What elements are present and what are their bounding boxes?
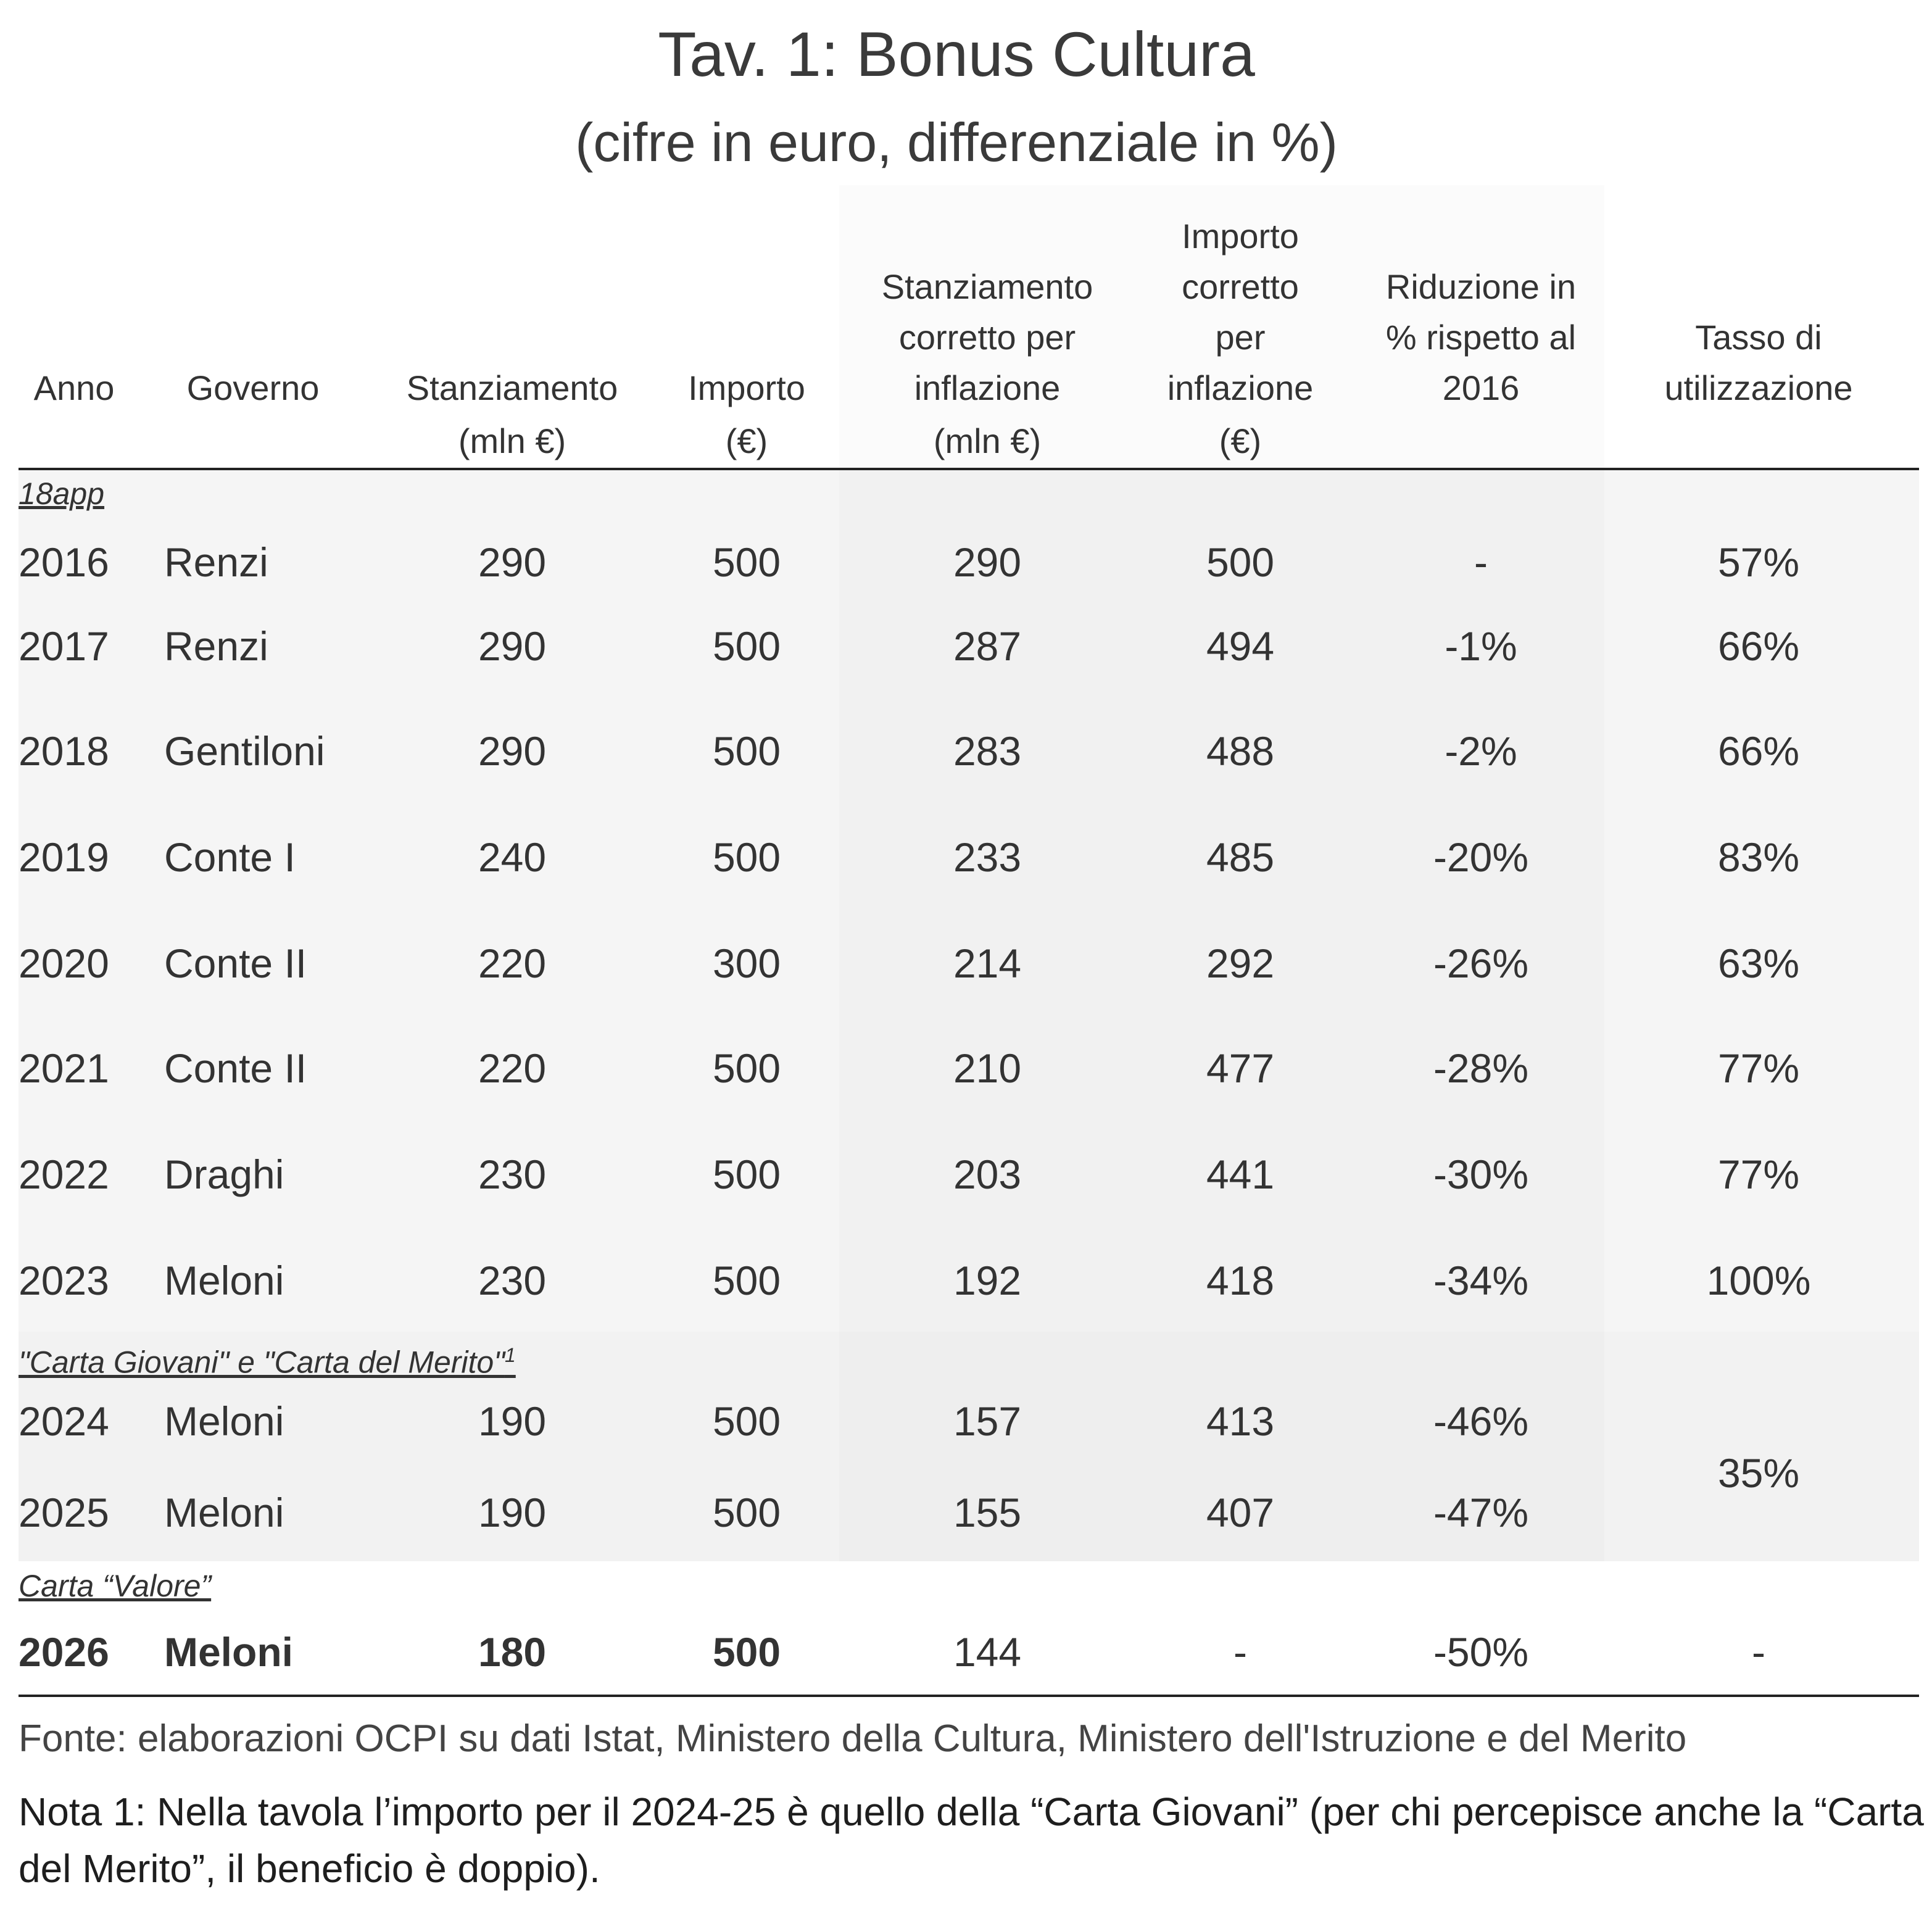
table-cell: -1%	[1445, 623, 1517, 669]
table-cell: -2%	[1445, 728, 1517, 774]
column-header	[1629, 312, 1888, 469]
table-cell: Draghi	[164, 1152, 284, 1197]
table-cell: 500	[712, 1629, 781, 1675]
section-label-text: Carta “Valore”	[19, 1569, 212, 1603]
table-cell: Conte II	[164, 940, 307, 986]
table-cell: Conte II	[164, 1045, 307, 1091]
table-cell: 283	[953, 728, 1022, 774]
table-cell: 418	[1206, 1258, 1275, 1303]
table-cell: 214	[953, 940, 1022, 986]
table-row	[0, 1034, 1919, 1102]
column-header-line: corretto per	[898, 318, 1076, 357]
column-header-line: Importo	[1182, 217, 1299, 255]
table-cell: 488	[1206, 728, 1275, 774]
footnote: Nota 1: Nella tavola l’importo per il 2024-25 è quello della “Carta Giovani” (per chi percepisce anche la “Carta del Merito”, il beneficio è doppio).	[19, 1790, 1924, 1891]
table-subtitle: (cifre in euro, differenziale in %)	[575, 112, 1338, 173]
table-cell: 2017	[19, 623, 109, 669]
table-cell: 2024	[19, 1398, 109, 1444]
table-cell: 500	[712, 728, 781, 774]
table-cell: 407	[1206, 1490, 1275, 1535]
table-cell: -34%	[1433, 1258, 1529, 1303]
table-cell: 2018	[19, 728, 109, 774]
table-cell: 500	[1206, 539, 1275, 585]
table-cell: Gentiloni	[164, 728, 325, 774]
table-cell: -	[1474, 539, 1488, 585]
table-cell: Renzi	[164, 539, 268, 585]
table-cell: 413	[1206, 1398, 1275, 1444]
table-cell: 100%	[1706, 1258, 1811, 1303]
table-cell: 500	[712, 1398, 781, 1444]
table-cell: 57%	[1717, 539, 1800, 585]
table-cell: -20%	[1433, 834, 1529, 880]
table-cell: 290	[478, 623, 547, 669]
table-cell: 500	[712, 1490, 781, 1535]
column-header	[1351, 262, 1611, 469]
table-cell: 2023	[19, 1258, 109, 1303]
table-cell: 66%	[1717, 623, 1800, 669]
header-rule	[19, 468, 1919, 470]
table-cell: 2019	[19, 834, 109, 880]
footnote-marker: 1	[504, 1344, 516, 1366]
table-cell: 477	[1206, 1045, 1275, 1091]
column-header-line: Riduzione in	[1385, 267, 1577, 306]
table-cell: 500	[712, 539, 781, 585]
table-cell: Renzi	[164, 623, 268, 669]
table-cell: 290	[478, 728, 547, 774]
table-cell: 203	[953, 1152, 1022, 1197]
table-cell: 144	[953, 1629, 1022, 1675]
table-cell: 500	[712, 1045, 781, 1091]
section-label	[19, 1337, 516, 1381]
table-cell: 2026	[19, 1629, 109, 1675]
table-cell: 220	[478, 940, 547, 986]
table-cell: 500	[712, 1152, 781, 1197]
column-header	[0, 363, 148, 469]
table-cell: 2020	[19, 940, 109, 986]
table-cell: 2022	[19, 1152, 109, 1197]
table-cell: -46%	[1433, 1398, 1529, 1444]
table-cell: 190	[478, 1398, 547, 1444]
column-header-line: Governo	[186, 368, 320, 407]
table-cell: 233	[953, 834, 1022, 880]
table-row	[0, 823, 1919, 891]
table-cell: 2021	[19, 1045, 109, 1091]
table-row	[0, 929, 1919, 997]
table-row	[0, 1247, 1919, 1314]
table-cell: 2025	[19, 1490, 109, 1535]
table-cell: 157	[953, 1398, 1022, 1444]
table-cell: 300	[712, 940, 781, 986]
bottom-rule	[19, 1695, 1919, 1697]
table-cell: 441	[1206, 1152, 1275, 1197]
column-header-line: per	[1215, 318, 1266, 357]
table-cell: 180	[478, 1629, 547, 1675]
column-header-line: Tasso di	[1695, 318, 1822, 357]
source-note: Fonte: elaborazioni OCPI su dati Istat, Ministero della Cultura, Ministero dell'Istruzione e del Merito	[19, 1717, 1687, 1760]
table-cell: 500	[712, 1258, 781, 1303]
column-header	[389, 363, 636, 469]
table-cell: Meloni	[164, 1490, 284, 1535]
column-header-line: 2016	[1442, 368, 1520, 407]
table-cell: 190	[478, 1490, 547, 1535]
table-cell: 240	[478, 834, 547, 880]
table-cell: 290	[478, 539, 547, 585]
table-cell: Meloni	[164, 1629, 293, 1675]
section-label-text: 18app	[19, 476, 105, 511]
column-header-line: Anno	[33, 368, 115, 407]
table-cell: -26%	[1433, 940, 1529, 986]
table-row	[0, 717, 1919, 785]
column-header-line: % rispetto al	[1385, 318, 1577, 357]
table-cell: 77%	[1717, 1152, 1800, 1197]
table-cell: 66%	[1717, 728, 1800, 774]
column-unit: (mln €)	[458, 421, 566, 460]
table-cell: 290	[953, 539, 1022, 585]
table-cell: 287	[953, 623, 1022, 669]
table-cell: 485	[1206, 834, 1275, 880]
column-header-line: utilizzazione	[1664, 368, 1853, 407]
table-cell: 155	[953, 1490, 1022, 1535]
table-cell: 220	[478, 1045, 547, 1091]
table-cell: 230	[478, 1258, 547, 1303]
column-unit: (€)	[1219, 421, 1262, 460]
table-cell: Conte I	[164, 834, 296, 880]
section-label	[19, 1567, 211, 1604]
table-cell: -	[1233, 1629, 1247, 1675]
column-header	[1135, 211, 1345, 469]
table-cell: -30%	[1433, 1152, 1529, 1197]
table-cell: Meloni	[164, 1398, 284, 1444]
section-label-text: "Carta Giovani" e "Carta del Merito"	[19, 1345, 505, 1380]
column-header-line: corretto	[1182, 267, 1299, 306]
column-header	[148, 363, 358, 469]
column-unit: (mln €)	[933, 421, 1042, 460]
section-label	[19, 475, 104, 512]
table-cell: 2016	[19, 539, 109, 585]
table-row	[0, 528, 1919, 596]
table-cell: 500	[712, 623, 781, 669]
table-row	[0, 1140, 1919, 1208]
column-header-line: Importo	[688, 368, 805, 407]
merged-rate-cell: 35%	[1717, 1450, 1800, 1496]
table-cell: -28%	[1433, 1045, 1529, 1091]
table-row	[0, 1618, 1919, 1686]
table-cell: Meloni	[164, 1258, 284, 1303]
table-row	[0, 612, 1919, 680]
table-cell: 500	[712, 834, 781, 880]
table-cell: 292	[1206, 940, 1275, 986]
table-cell: -	[1752, 1629, 1765, 1675]
table-cell: -47%	[1433, 1490, 1529, 1535]
column-header	[654, 363, 839, 469]
column-header-line: Stanziamento	[881, 267, 1093, 306]
column-header-line: inflazione	[914, 368, 1061, 407]
table-cell: 63%	[1717, 940, 1800, 986]
table-cell: 230	[478, 1152, 547, 1197]
table-cell: 77%	[1717, 1045, 1800, 1091]
table-header	[0, 185, 1919, 469]
column-header-line: Stanziamento	[406, 368, 618, 407]
column-header	[852, 262, 1123, 469]
table-cell: -50%	[1433, 1629, 1529, 1675]
table-cell: 210	[953, 1045, 1022, 1091]
table-title: Tav. 1: Bonus Cultura	[658, 19, 1255, 89]
table-cell: 192	[953, 1258, 1022, 1303]
table-cell: 83%	[1717, 834, 1800, 880]
table-cell: 494	[1206, 623, 1275, 669]
column-unit: (€)	[725, 421, 768, 460]
column-header-line: inflazione	[1167, 368, 1314, 407]
